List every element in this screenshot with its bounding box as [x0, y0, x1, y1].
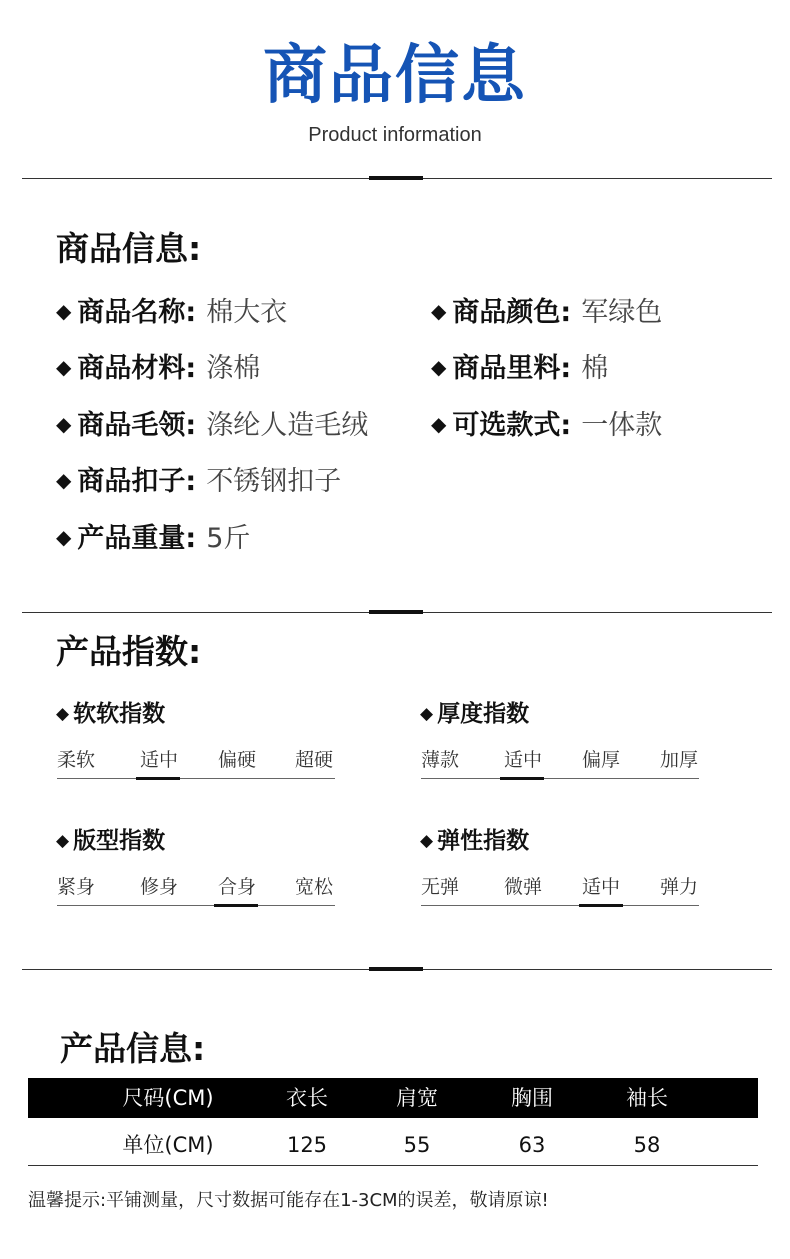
diamond-bullet-icon: ◆ [431, 299, 447, 323]
diamond-bullet-icon: ◆ [56, 412, 72, 436]
indices-section-title: 产品指数: [56, 632, 202, 671]
divider-accent [369, 176, 423, 180]
diamond-bullet-icon: ◆ [56, 355, 72, 379]
index-elasticity-option: 弹力 [659, 876, 698, 898]
index-softness-option: 柔软 [56, 749, 95, 771]
index-elasticity-option: 适中 [581, 876, 620, 898]
info-item-lining: ◆ 商品里料: 棉 [431, 353, 609, 384]
index-thickness-option: 适中 [503, 749, 542, 771]
size-table-header-cell: 尺码(CM) [122, 1086, 214, 1110]
diamond-bullet-icon: ◆ [420, 704, 434, 724]
size-table-cell: 125 [286, 1133, 328, 1157]
size-table-header-cell: 肩宽 [396, 1086, 438, 1110]
size-section-title: 产品信息: [60, 1029, 206, 1068]
index-softness-option: 适中 [139, 749, 178, 771]
index-softness-selected-marker [136, 777, 180, 780]
size-table-cell: 55 [403, 1133, 431, 1157]
index-fit-option: 宽松 [294, 876, 333, 898]
index-fit-option: 合身 [217, 876, 256, 898]
index-thickness-option: 偏厚 [581, 749, 620, 771]
info-item-color: ◆ 商品颜色: 军绿色 [431, 297, 663, 328]
info-item-material: ◆ 商品材料: 涤棉 [56, 353, 261, 384]
size-table-header-cell: 衣长 [286, 1086, 328, 1110]
size-table-header-cell: 袖长 [626, 1086, 668, 1110]
index-elasticity-option: 无弹 [420, 876, 459, 898]
info-item-collar: ◆ 商品毛领: 涤纶人造毛绒 [56, 410, 369, 441]
index-fit-option: 紧身 [56, 876, 95, 898]
divider-accent [369, 610, 423, 614]
info-section-title: 商品信息: [56, 229, 202, 268]
index-thickness-scale-line [421, 778, 699, 779]
index-softness-scale-line [57, 778, 335, 779]
info-item-buttons: ◆ 商品扣子: 不锈钢扣子 [56, 466, 342, 497]
index-fit-option: 修身 [139, 876, 178, 898]
size-table-cell: 63 [518, 1133, 546, 1157]
index-elasticity-scale-line [421, 905, 699, 906]
index-softness-option: 偏硬 [217, 749, 256, 771]
info-item-weight: ◆ 产品重量: 5斤 [56, 523, 251, 554]
measurement-note: 温馨提示:平铺测量，尺寸数据可能存在1-3CM的误差，敬请原谅! [28, 1190, 549, 1211]
size-table-bottom-line [28, 1165, 758, 1166]
divider-accent [369, 967, 423, 971]
diamond-bullet-icon: ◆ [56, 831, 70, 851]
diamond-bullet-icon: ◆ [56, 468, 72, 492]
diamond-bullet-icon: ◆ [56, 704, 70, 724]
diamond-bullet-icon: ◆ [56, 525, 72, 549]
index-fit-scale-line [57, 905, 335, 906]
page-subtitle: Product information [308, 124, 482, 146]
index-thickness-option: 薄款 [420, 749, 459, 771]
size-table-header-cell: 胸围 [511, 1086, 553, 1110]
diamond-bullet-icon: ◆ [420, 831, 434, 851]
diamond-bullet-icon: ◆ [56, 299, 72, 323]
size-table-cell: 58 [633, 1133, 661, 1157]
index-elasticity-title: ◆ 弹性指数 [420, 828, 530, 854]
index-softness-title: ◆ 软软指数 [56, 701, 166, 727]
index-thickness-title: ◆ 厚度指数 [420, 701, 530, 727]
index-fit-title: ◆ 版型指数 [56, 828, 166, 854]
index-elasticity-selected-marker [579, 904, 623, 907]
diamond-bullet-icon: ◆ [431, 355, 447, 379]
index-fit-selected-marker [214, 904, 258, 907]
page-title: 商品信息 [263, 39, 527, 113]
info-item-name: ◆ 商品名称: 棉大衣 [56, 297, 288, 328]
index-thickness-selected-marker [500, 777, 544, 780]
size-table-cell: 单位(CM) [122, 1133, 214, 1157]
info-item-style: ◆ 可选款式: 一体款 [431, 410, 663, 441]
index-thickness-option: 加厚 [659, 749, 698, 771]
index-softness-option: 超硬 [294, 749, 333, 771]
index-elasticity-option: 微弹 [503, 876, 542, 898]
diamond-bullet-icon: ◆ [431, 412, 447, 436]
